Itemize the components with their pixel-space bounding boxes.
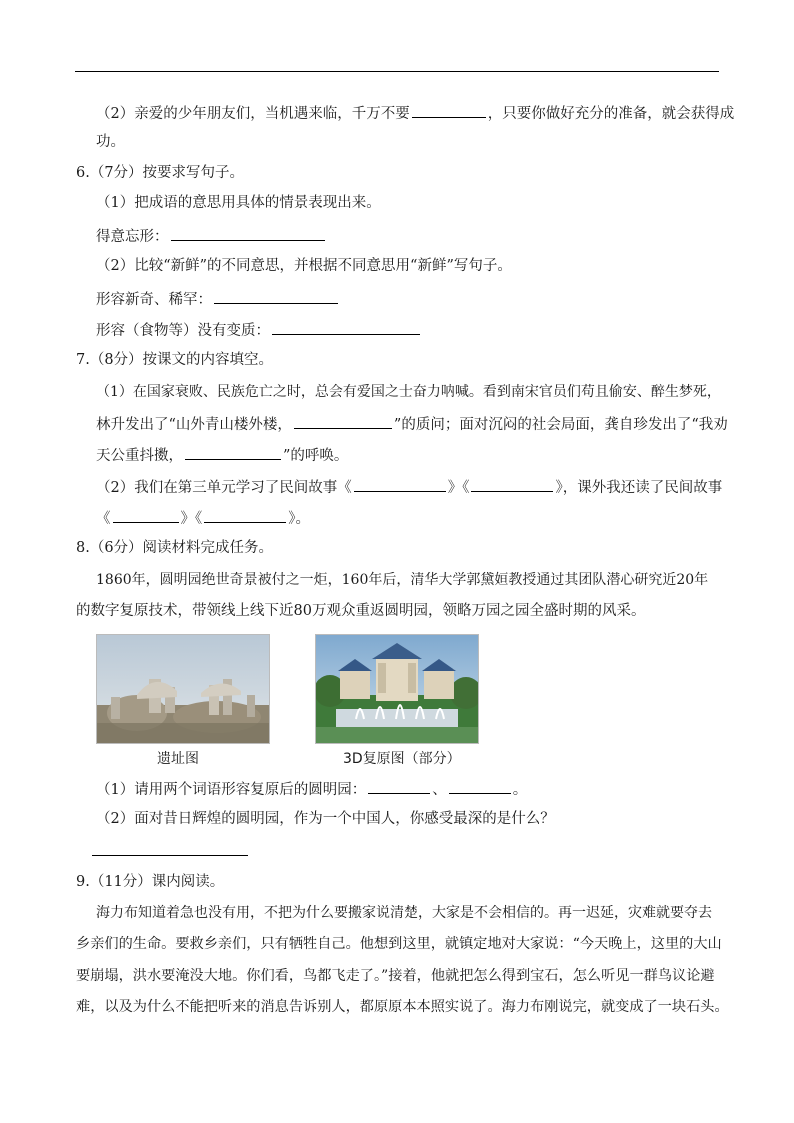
q7-p1-line3: 天公重抖擞， ”的呼唤。 (96, 444, 348, 466)
answer-blank[interactable] (449, 778, 511, 794)
question-9-title: 9.（11分）课内阅读。 (76, 874, 225, 890)
q7-p2-line1: （2）我们在第三单元学习了民间故事《 》《 》，课外我还读了民间故事 (96, 476, 722, 498)
header-rule (75, 71, 719, 72)
q9-para-line2: 乡亲们的生命。要救乡亲们，只有牺牲自己。他想到这里，就镇定地对大家说：“今天晚上，这里的大山 (76, 936, 722, 952)
reconstruction-caption: 3D复原图（部分） (343, 751, 461, 767)
q5-p2-line1: （2）亲爱的少年朋友们，当机遇来临，千万不要 ，只要你做好充分的准备，就会获得成 (96, 102, 734, 124)
answer-blank[interactable] (92, 840, 248, 856)
answer-blank[interactable] (185, 444, 281, 460)
q7-p2-line2: 《 》《 》。 (96, 507, 310, 529)
q9-para-line1: 海力布知道着急也没有用，不把为什么要搬家说清楚，大家是不会相信的。再一迟延，灾难就要夺去 (96, 905, 712, 921)
answer-blank[interactable] (214, 288, 338, 304)
answer-blank[interactable] (113, 507, 179, 523)
ruins-illustration (97, 635, 269, 743)
reconstruction-photo (315, 634, 479, 744)
q9-para-line3: 要崩塌，洪水要淹没大地。你们看，鸟都飞走了。”接着，他就把怎么得到宝石，怎么听见一群鸟议论避 (76, 968, 715, 984)
answer-blank[interactable] (272, 319, 420, 335)
q6-p2-answer-line2: 形容（食物等）没有变质： (96, 319, 422, 341)
q7-p1-line2: 林升发出了“山外青山楼外楼， ”的质问；面对沉闷的社会局面，龚自珍发出了“我劝 (96, 413, 728, 435)
question-7-title: 7.（8分）按课文的内容填空。 (76, 352, 274, 368)
q6-p2-answer-line1: 形容新奇、稀罕： (96, 288, 340, 310)
answer-blank[interactable] (471, 476, 553, 492)
answer-blank[interactable] (171, 225, 325, 241)
answer-blank[interactable] (204, 507, 286, 523)
q7-p1-line1: （1）在国家衰败、民族危亡之时，总会有爱国之士奋力呐喊。看到南宋官员们苟且偷安、醉生梦死， (96, 384, 721, 400)
q8-para-line2: 的数字复原技术，带领线上线下近80万观众重返圆明园，领略万园之园全盛时期的风采。 (76, 603, 646, 619)
q5-p2-line2: 功。 (96, 134, 125, 150)
q6-p1: （1）把成语的意思用具体的情景表现出来。 (96, 195, 381, 211)
q6-p2: （2）比较“新鲜”的不同意思，并根据不同意思用“新鲜”写句子。 (96, 258, 512, 274)
answer-blank[interactable] (354, 476, 446, 492)
question-8-title: 8.（6分）阅读材料完成任务。 (76, 540, 274, 556)
q9-para-line4: 难，以及为什么不能把听来的消息告诉别人，都原原本本照实说了。海力布刚说完，就变成了一块石头。 (76, 999, 729, 1015)
ruins-caption: 遗址图 (157, 751, 199, 767)
reconstruction-illustration (316, 635, 478, 743)
answer-blank[interactable] (368, 778, 430, 794)
question-6-title: 6.（7分）按要求写句子。 (76, 165, 245, 181)
answer-blank[interactable] (412, 102, 486, 118)
ruins-photo (96, 634, 270, 744)
q8-p2: （2）面对昔日辉煌的圆明园，作为一个中国人，你感受最深的是什么？ (96, 811, 555, 827)
q8-p1: （1）请用两个词语形容复原后的圆明园： 、 。 (96, 778, 527, 800)
q6-p1-answer-line: 得意忘形： (96, 225, 327, 247)
answer-blank[interactable] (294, 413, 392, 429)
q8-para-line1: 1860年，圆明园绝世奇景被付之一炬，160年后，清华大学郭黛姮教授通过其团队潜心研究近20年 (96, 572, 709, 588)
